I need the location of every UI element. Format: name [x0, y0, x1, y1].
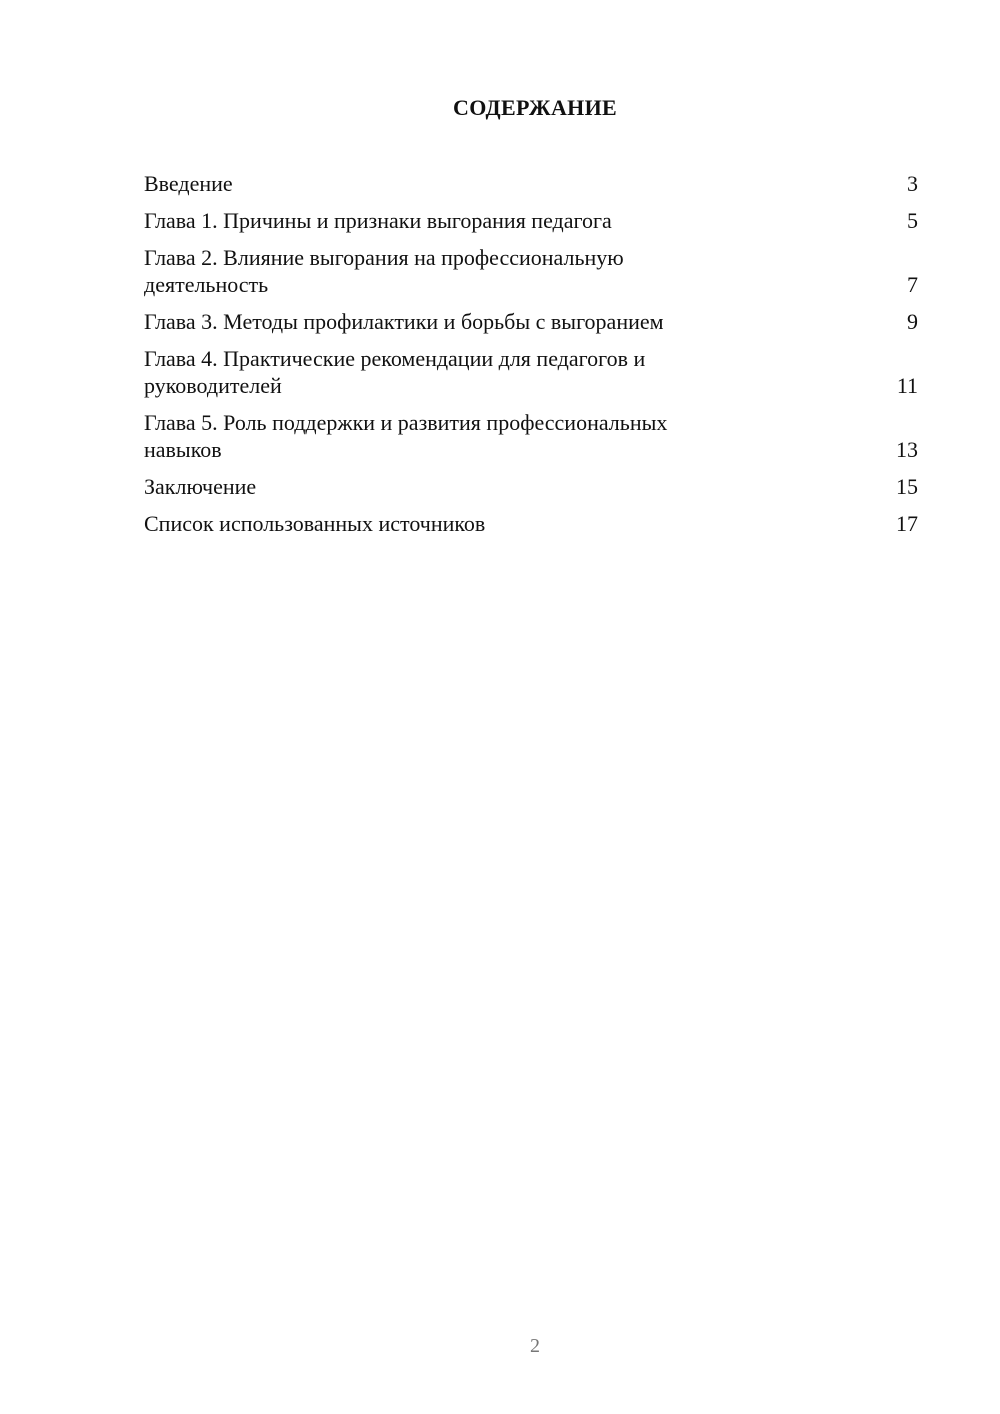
toc-entry-page: 9 — [907, 309, 918, 334]
page-number: 2 — [530, 1335, 540, 1357]
table-of-contents — [144, 170, 918, 547]
toc-row-conclusion — [144, 473, 918, 500]
toc-entry-title: Введение — [144, 171, 233, 196]
toc-entry-title: Глава 1. Причины и признаки выгорания педагога — [144, 208, 612, 233]
toc-entry-page: 15 — [896, 474, 918, 499]
toc-row-chapter-4 — [144, 345, 918, 399]
page-title: СОДЕРЖАНИЕ — [453, 95, 617, 120]
toc-row-chapter-5 — [144, 409, 918, 463]
toc-row-chapter-3 — [144, 308, 918, 335]
toc-row-chapter-2 — [144, 244, 918, 298]
toc-row-introduction — [144, 170, 918, 197]
toc-entry-title: Глава 2. Влияние выгорания на профессиональную деятельность — [144, 245, 624, 297]
toc-entry-page: 7 — [907, 272, 918, 297]
toc-entry-page: 5 — [907, 208, 918, 233]
toc-entry-title: Глава 4. Практические рекомендации для педагогов и руководителей — [144, 346, 646, 398]
toc-entry-title: Глава 5. Роль поддержки и развития профессиональных навыков — [144, 410, 668, 462]
toc-entry-page: 17 — [896, 511, 918, 536]
toc-entry-title: Заключение — [144, 474, 257, 499]
toc-row-chapter-1 — [144, 207, 918, 234]
toc-entry-page: 3 — [907, 171, 918, 196]
toc-entry-page: 13 — [896, 437, 918, 462]
toc-row-references — [144, 510, 918, 537]
toc-entry-page: 11 — [896, 373, 918, 398]
toc-entry-title: Список использованных источников — [144, 511, 486, 536]
toc-entry-title: Глава 3. Методы профилактики и борьбы с выгоранием — [144, 309, 664, 334]
